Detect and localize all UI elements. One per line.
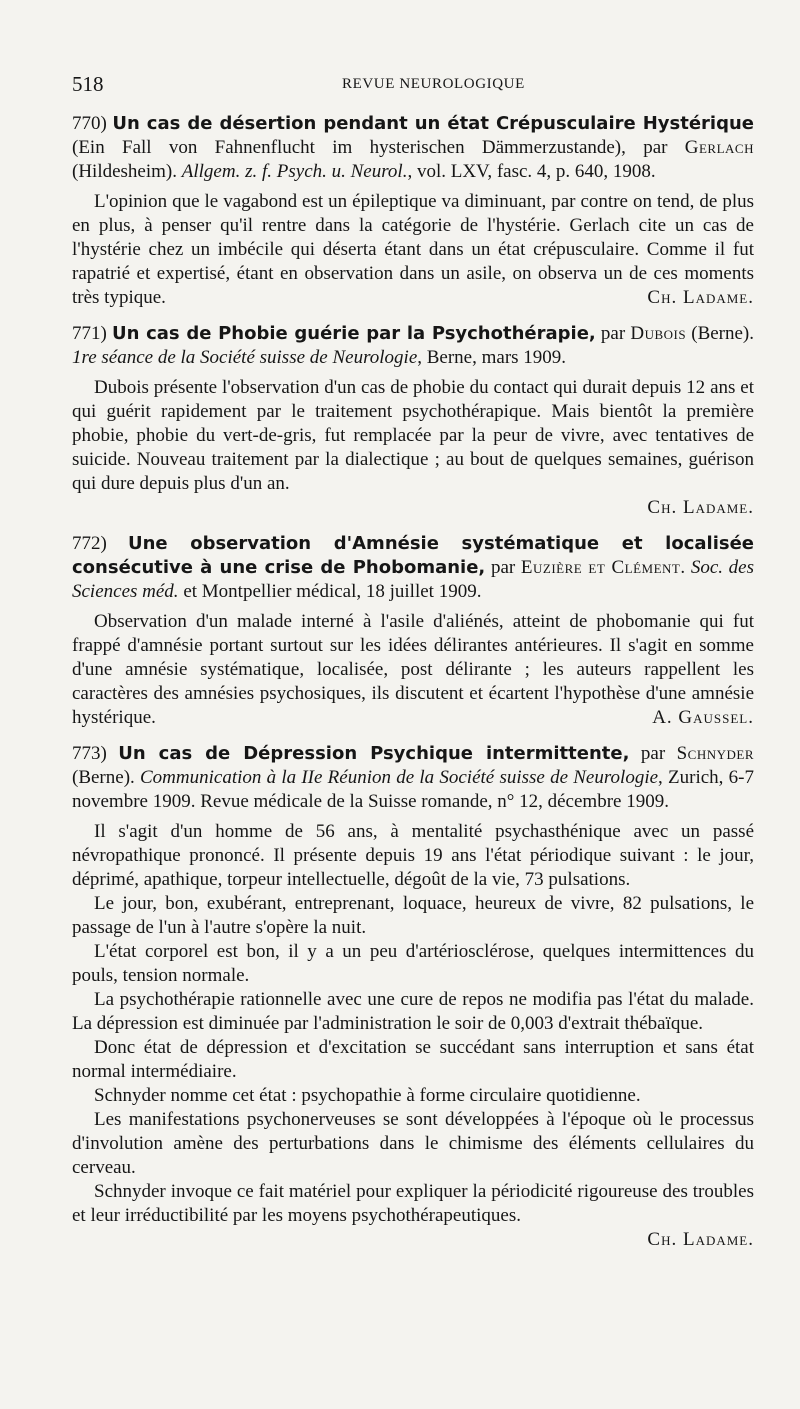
entry-paragraph: Les manifestations psychonerveuses se sont développées à l'époque où le processus d'involution amène des perturbations dans le chimisme des éléments cellulaires du cerveau. bbox=[72, 1109, 754, 1178]
entry-number: 770) bbox=[72, 113, 107, 134]
entry-number: 773) bbox=[72, 743, 107, 764]
entry-ref-b: (Berne). bbox=[72, 767, 140, 788]
running-title: REVUE NEUROLOGIQUE bbox=[342, 76, 525, 92]
entry-heading bbox=[72, 742, 754, 814]
entry-title: Un cas de Dépression Psychique intermittente, bbox=[118, 743, 630, 764]
abstract-entry bbox=[72, 742, 754, 1252]
entry-paragraph: L'état corporel est bon, il y a un peu d'artériosclérose, quelques intermittences du pouls, tension normale. bbox=[72, 941, 754, 986]
entry-ref-b: (Berne). bbox=[686, 323, 755, 344]
abstract-entry bbox=[72, 322, 754, 520]
abstract-entry bbox=[72, 532, 754, 730]
entry-ref-b: (Hildesheim). bbox=[72, 161, 182, 182]
entry-journal: 1re séance de la Société suisse de Neurologie bbox=[72, 347, 418, 368]
entry-heading bbox=[72, 322, 754, 370]
entry-ref-c: , Berne, mars 1909. bbox=[417, 347, 567, 368]
entry-paragraph: Donc état de dépression et d'excitation se succédant sans interruption et sans état normal intermédiaire. bbox=[72, 1037, 754, 1082]
entry-journal: Communication à la IIe Réunion de la Société suisse de Neurologie bbox=[140, 767, 659, 788]
entry-journal: Allgem. z. f. Psych. u. Neurol. bbox=[181, 161, 408, 182]
entry-journal: Soc. des Sciences méd. bbox=[72, 557, 755, 602]
entry-number: 772) bbox=[72, 533, 107, 554]
entry-paragraph: Schnyder nomme cet état : psychopathie à forme circulaire quotidienne. bbox=[94, 1085, 641, 1106]
entry-author: Euzière et Clément bbox=[520, 557, 681, 578]
entry-paragraph: L'opinion que le vagabond est un épileptique va diminuant, par contre on tend, de plus en plus, à penser qu'il rentre dans la catégorie de l'hystérie. Gerlach cite un cas de l'hystérie chez un imbécile qui déserta étant dans un état crépusculaire. Comme il fut rapatrié et expertisé, étant en observation dans un asile, on observa un de ces moments très typique. Ch. Ladame. bbox=[72, 191, 754, 308]
entry-author: Dubois bbox=[630, 323, 687, 344]
entry-paragraph: Le jour, bon, exubérant, entreprenant, loquace, heureux de vivre, 82 pulsations, le passage de l'un à l'autre s'opère la nuit. bbox=[72, 893, 754, 938]
page-number: 518 bbox=[72, 72, 104, 96]
entry-heading bbox=[72, 112, 754, 184]
running-header bbox=[72, 72, 728, 96]
entry-ref-a: (Ein Fall von Fahnenflucht im hysterischen Dämmerzustande), par bbox=[72, 137, 685, 158]
entry-paragraph: Schnyder invoque ce fait matériel pour expliquer la périodicité rigoureuse des troubles et leur irréductibilité par les moyens psychothérapeutiques. bbox=[72, 1181, 754, 1226]
entry-author: Schnyder bbox=[676, 743, 755, 764]
entry-paragraph: Observation d'un malade interné à l'asile d'aliénés, atteint de phobomanie qui fut frappé d'amnésie portant surtout sur les idées délirantes antérieures. Il s'agit en somme d'une amnésie systématique, localisée, post délirante ; les auteurs rappellent les caractères des amnésies psychosiques, ils discutent et écartent l'hypothèse d'une amnésie hystérique. A. Gaussel. bbox=[72, 611, 754, 728]
entry-heading bbox=[72, 532, 754, 604]
entry-paragraph: Il s'agit d'un homme de 56 ans, à mentalité psychasthénique avec un passé névropathique prononcé. Il présente depuis 19 ans l'état périodique suivant : le jour, déprimé, apathique, torpeur intellectuelle, dégoût de la vie, 73 pulsations. bbox=[72, 821, 754, 890]
entry-ref-c: , Zurich, 6-7 novembre 1909. Revue médicale de la Suisse romande, n° 12, décembre 1909. bbox=[72, 767, 754, 812]
entry-paragraph: Dubois présente l'observation d'un cas de phobie du contact qui durait depuis 12 ans et qui guérit rapidement par le traitement psychothérapique. Mais bientôt la première phobie, phobie du vert-de-gris, fut remplacée par la peur de vivre, avec tentatives de suicide. Nouveau traitement par la dialectique ; au bout de quelques semaines, guérison qui dure depuis plus d'un an. bbox=[72, 377, 754, 494]
entry-ref-a: par bbox=[485, 557, 521, 578]
entry-paragraph: La psychothérapie rationnelle avec une cure de repos ne modifia pas l'état du malade. La dépression est diminuée par l'administration le soir de 0,003 d'extrait thébaïque. bbox=[72, 989, 754, 1034]
entry-title: Une observation d'Amnésie systématique et localisée consécutive à une crise de Phobomanie, bbox=[72, 533, 755, 578]
entry-ref-b: . bbox=[680, 557, 691, 578]
entry-signature: A. Gaussel. bbox=[652, 707, 754, 728]
entry-signature: Ch. Ladame. bbox=[647, 497, 754, 518]
entry-signature: Ch. Ladame. bbox=[647, 287, 754, 308]
entry-ref-a: par bbox=[629, 743, 677, 764]
entry-number: 771) bbox=[72, 323, 107, 344]
entry-ref-c: et Montpellier médical, 18 juillet 1909. bbox=[178, 581, 482, 602]
entry-title: Un cas de désertion pendant un état Crépusculaire Hystérique bbox=[112, 113, 755, 134]
entry-ref-a: par bbox=[595, 323, 631, 344]
entry-author: Gerlach bbox=[684, 137, 754, 158]
article-column bbox=[72, 112, 754, 1252]
entry-signature: Ch. Ladame. bbox=[647, 1229, 754, 1250]
abstract-entry bbox=[72, 112, 754, 310]
entry-ref-c: , vol. LXV, fasc. 4, p. 640, 1908. bbox=[407, 161, 656, 182]
entry-title: Un cas de Phobie guérie par la Psychothérapie, bbox=[112, 323, 596, 344]
